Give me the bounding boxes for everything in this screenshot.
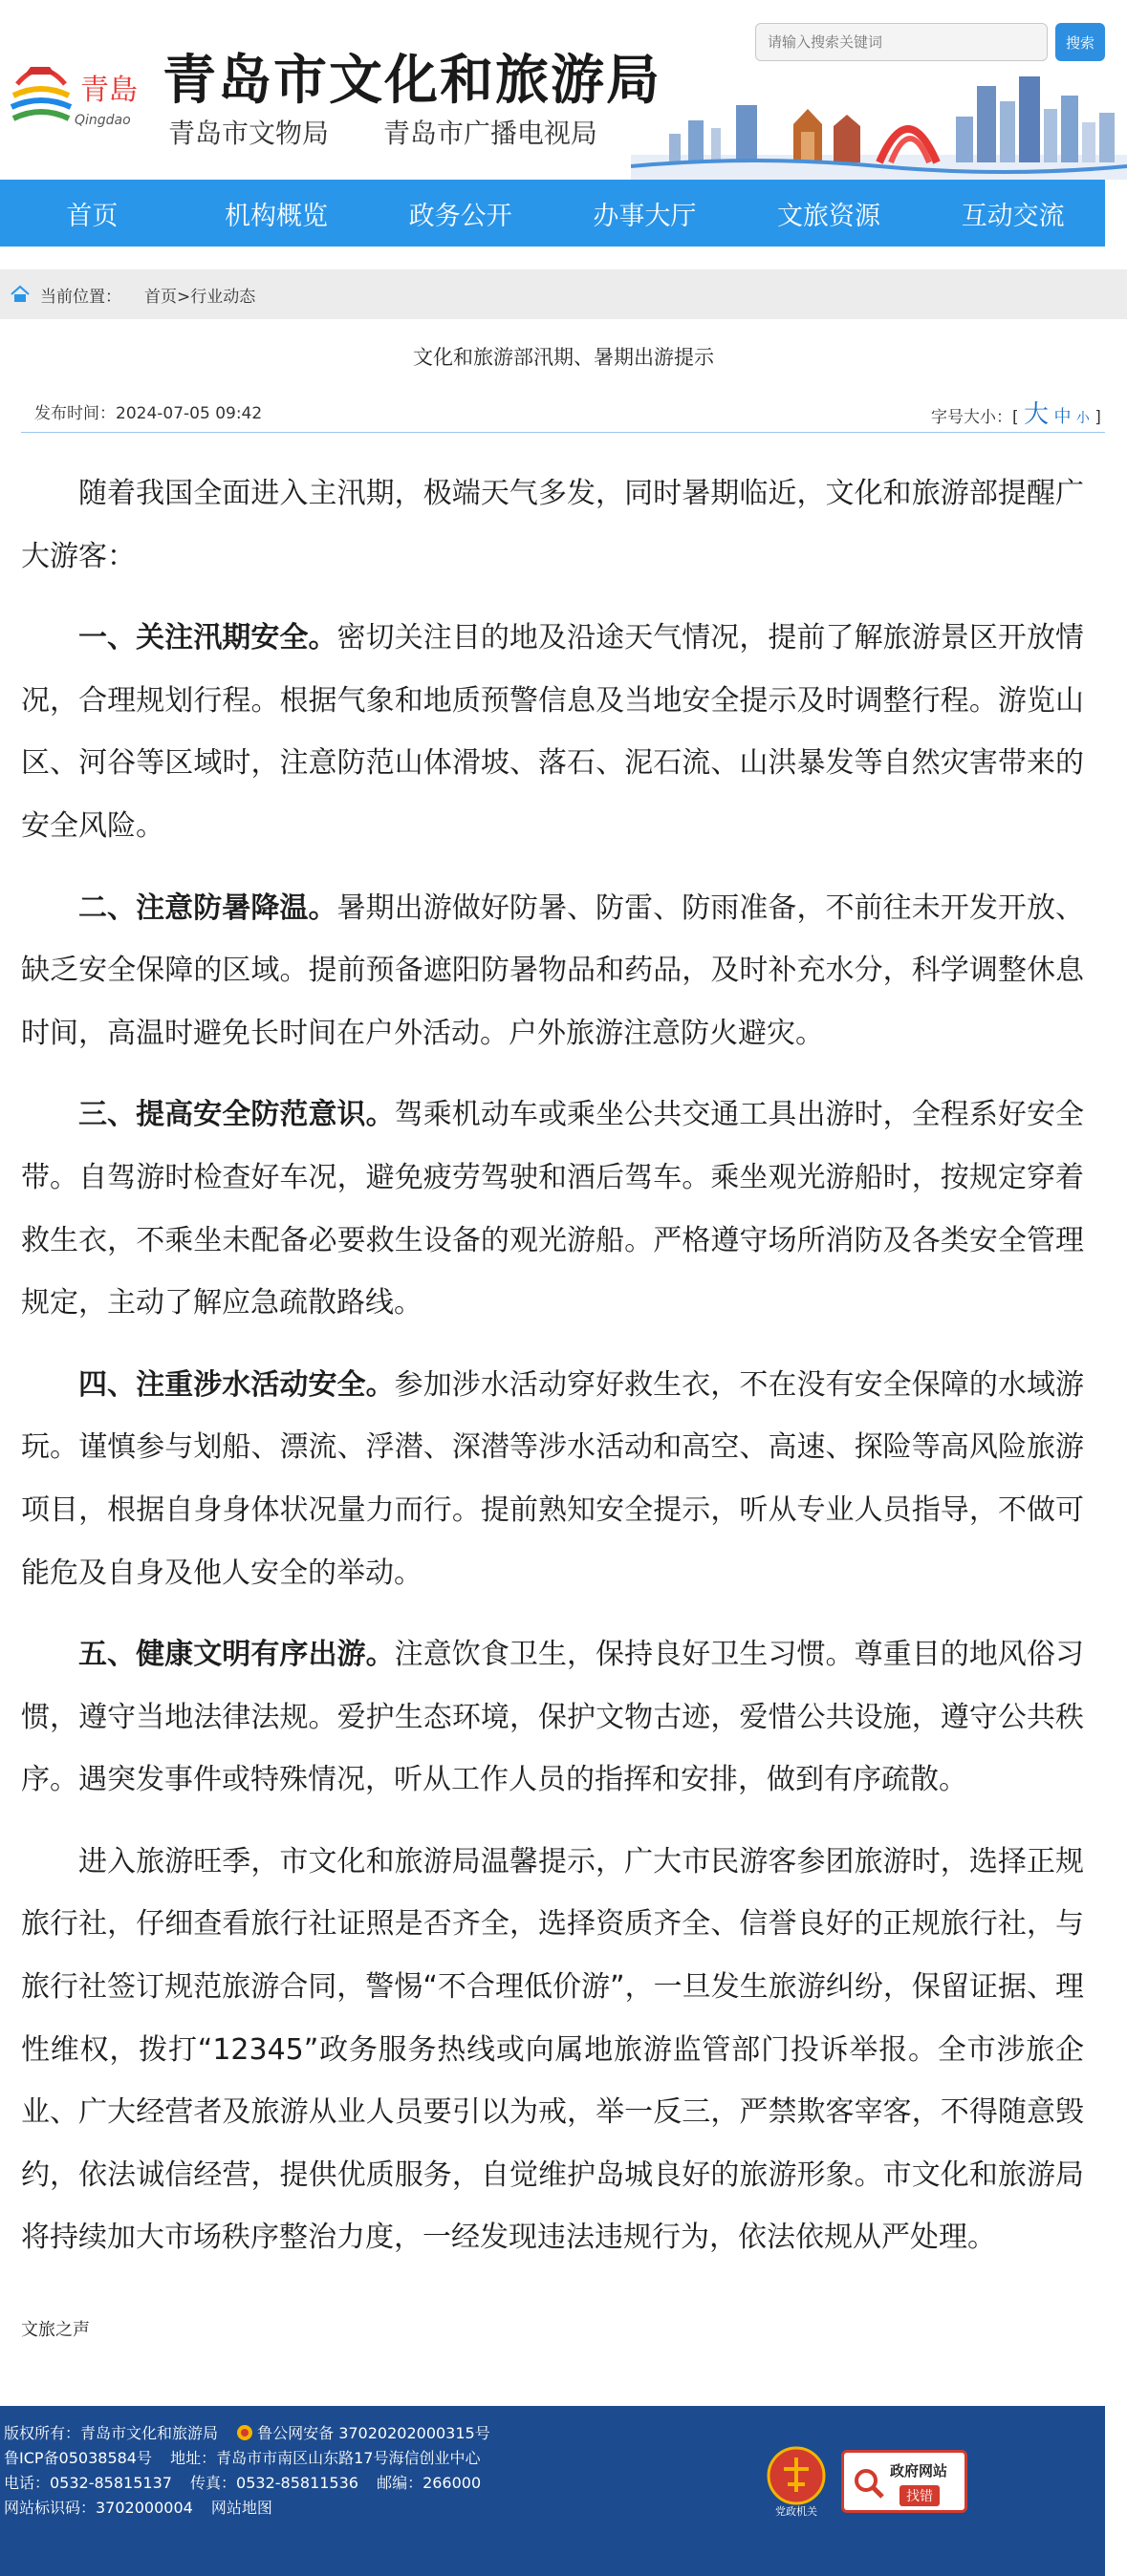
- footer-phone: 电话：0532-85815137: [4, 2474, 172, 2492]
- publish-date: 发布时间：2024-07-05 09:42: [34, 404, 263, 423]
- breadcrumb-path[interactable]: 首页>行业动态: [144, 287, 256, 307]
- logo-text: 青島: [80, 74, 138, 107]
- nav-interaction[interactable]: 互动交流: [961, 201, 1065, 231]
- footer-address: 地址：青岛市市南区山东路17号海信创业中心: [170, 2449, 481, 2467]
- paragraph-section-3: [21, 1084, 1084, 1334]
- site-subtitle: [168, 113, 626, 151]
- site-title: 青岛市文化和旅游局: [163, 50, 661, 112]
- police-emblem-icon: [236, 2424, 253, 2441]
- paragraph-section-1: [21, 607, 1084, 857]
- title-divider: [21, 432, 1105, 433]
- nav-home[interactable]: 首页: [66, 201, 119, 231]
- footer-line-2: [4, 2446, 493, 2468]
- section-4-heading: 四、注重涉水活动安全。: [78, 1367, 395, 1402]
- breadcrumb: [0, 269, 1127, 319]
- paragraph-section-5: [21, 1623, 1084, 1812]
- gov-badge-title: 政府网站: [890, 2462, 948, 2479]
- magnifier-icon: [852, 2466, 886, 2501]
- font-small-button[interactable]: 小: [1075, 411, 1090, 426]
- search-input[interactable]: [755, 23, 1048, 61]
- home-icon: [10, 285, 31, 304]
- logo-en: Qingdao: [75, 113, 131, 128]
- nav-tourism-resources[interactable]: 文旅资源: [777, 201, 881, 231]
- nav-service-hall[interactable]: 办事大厅: [593, 201, 697, 231]
- main-nav: [0, 180, 1105, 247]
- city-skyline-banner: [631, 67, 1127, 180]
- font-large-button[interactable]: 大: [1024, 400, 1050, 429]
- footer-line-3: [4, 2471, 494, 2493]
- section-5-heading: 五、健康文明有序出游。: [78, 1638, 395, 1672]
- breadcrumb-label: 当前位置：: [40, 287, 121, 307]
- subtitle-relics: 青岛市文物局: [168, 118, 330, 149]
- footer-sitemap-link[interactable]: 网站地图: [210, 2499, 272, 2517]
- font-size-label: 字号大小：[: [931, 408, 1019, 427]
- section-1-heading: 一、关注汛期安全。: [78, 621, 337, 655]
- site-header: [0, 0, 1127, 180]
- footer-line-4: [4, 2496, 286, 2518]
- font-size-control: [931, 395, 1101, 430]
- section-5-body: 注意饮食卫生，保持良好卫生习惯。尊重目的地风俗习惯，遵守当地法律法规。爱护生态环境，保护文物古迹，爱惜公共设施，遵守公共秩序。遇突发事件或特殊情况，听从工作人员的指挥和安排，做到有序疏散。: [21, 1638, 1085, 1797]
- nav-overview[interactable]: 机构概览: [225, 201, 328, 231]
- footer-postcode: 邮编：266000: [377, 2474, 482, 2492]
- paragraph-section-2: [21, 877, 1084, 1065]
- footer-copyright: 版权所有：青岛市文化和旅游局: [4, 2424, 219, 2442]
- section-1-body: 密切关注目的地及沿途天气情况，提前了解旅游景区开放情况，合理规划行程。根据气象和地质预警信息及当地安全提示及时调整行程。游览山区、河谷等区域时，注意防范山体滑坡、落石、泥石流、山洪暴发等自然灾害带来的安全风险。: [21, 621, 1085, 843]
- font-medium-button[interactable]: 中: [1053, 407, 1072, 427]
- footer-site-id: 网站标识码：3702000004: [4, 2499, 193, 2517]
- section-4-body: 参加涉水活动穿好救生衣，不在没有安全保障的水域游玩。谨慎参与划船、漂流、浮潜、深潜等涉水活动和高空、高速、探险等高风险旅游项目，根据自身身体状况量力而行。提前熟知安全提示，听从专业人员指导，不做可能危及自身及他人安全的举动。: [21, 1367, 1085, 1590]
- qingdao-logo[interactable]: [8, 46, 151, 141]
- article-body: [21, 462, 1084, 2269]
- footer-fax: 传真：0532-85811536: [190, 2474, 358, 2492]
- gov-site-error-report-badge[interactable]: [841, 2450, 967, 2513]
- paragraph-closing: 进入旅游旺季，市文化和旅游局温馨提示，广大市民游客参团旅游时，选择正规旅行社，仔细查看旅行社证照是否齐全，选择资质齐全、信誉良好的正规旅行社，与旅行社签订规范旅游合同，警惕“不合理低价游”，一旦发生旅游纠纷，保留证据、理性维权，拨打“12345”政务服务热线或向属地旅游监管部门投诉举报。全市涉旅企业、广大经营者及旅游从业人员要引以为戒，举一反三，严禁欺客宰客，不得随意毁约，依法诚信经营，提供优质服务，自觉维护岛城良好的旅游形象。市文化和旅游局将持续加大市场秩序整治力度，一经发现违法违规行为，依法依规从严处理。: [21, 1844, 1084, 2255]
- section-3-heading: 三、提高安全防范意识。: [78, 1098, 395, 1132]
- section-3-body: 驾乘机动车或乘坐公共交通工具出游时，全程系好安全带。自驾游时检查好车况，避免疲劳驾驶和酒后驾车。乘坐观光游船时，按规定穿着救生衣，不乘坐未配备必要救生设备的观光游船。严格遵守场所消防及各类安全管理规定，主动了解应急疏散路线。: [21, 1098, 1085, 1320]
- article-source: 文旅之声: [21, 2320, 90, 2340]
- footer-line-1: [4, 2421, 504, 2443]
- gov-badge-action: 找错: [899, 2485, 940, 2506]
- paragraph-intro: 随着我国全面进入主汛期，极端天气多发，同时暑期临近，文化和旅游部提醒广大游客：: [21, 477, 1084, 573]
- footer-police-record[interactable]: 鲁公网安备 37020202000315号: [257, 2424, 490, 2442]
- paragraph-section-4: [21, 1354, 1084, 1604]
- section-2-heading: 二、注意防暑降温。: [78, 891, 337, 925]
- section-2-body: 暑期出游做好防暑、防雷、防雨准备，不前往未开发开放、缺乏安全保障的区域。提前预备遮阳防暑物品和药品，及时补充水分，科学调整休息时间，高温时避免长时间在户外活动。户外旅游注意防火避灾。: [21, 891, 1085, 1050]
- nav-public-affairs[interactable]: 政务公开: [408, 201, 512, 231]
- party-gov-badge[interactable]: [767, 2446, 826, 2519]
- article-title: 文化和旅游部汛期、暑期出游提示: [413, 346, 714, 369]
- site-footer: [0, 2406, 1105, 2576]
- subtitle-broadcast: 青岛市广播电视局: [382, 118, 597, 149]
- search-button[interactable]: 搜索: [1055, 23, 1105, 61]
- footer-icp[interactable]: 鲁ICP备05038584号: [4, 2449, 152, 2467]
- font-size-close: ]: [1094, 408, 1101, 427]
- party-badge-label: 党政机关: [775, 2505, 817, 2518]
